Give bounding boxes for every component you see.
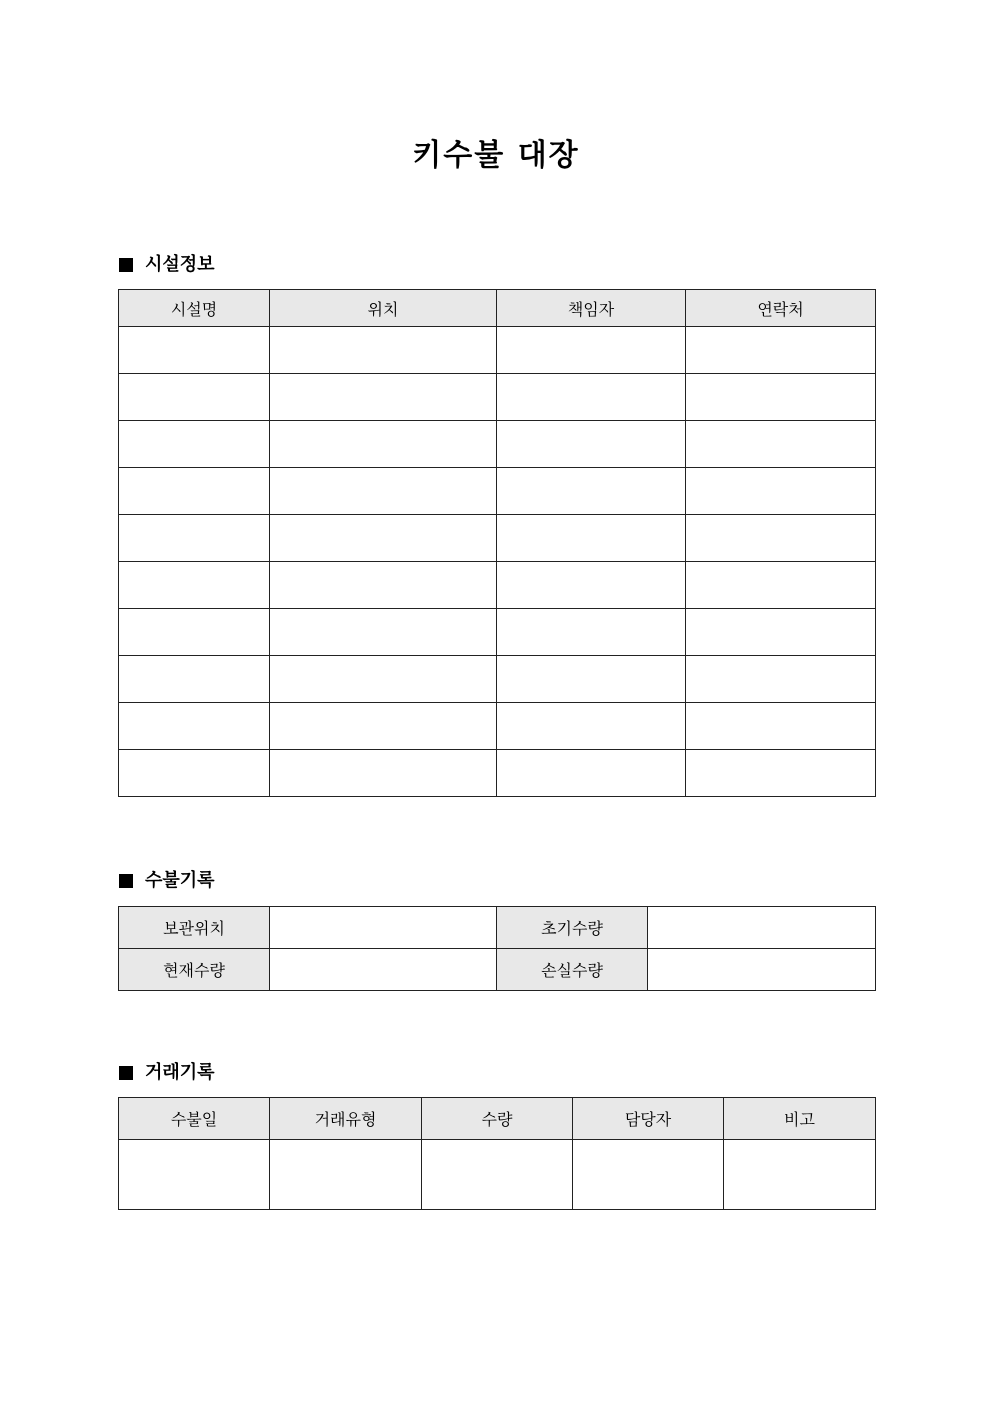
table-cell[interactable]	[497, 750, 686, 797]
document-title: 키수불 대장	[412, 138, 580, 173]
transaction-header-row	[119, 1098, 876, 1140]
table-cell[interactable]	[686, 515, 876, 562]
table-cell[interactable]	[119, 750, 270, 797]
table-cell[interactable]	[119, 562, 270, 609]
column-header-handler: 담당자	[573, 1098, 724, 1140]
table-cell[interactable]	[422, 1140, 573, 1210]
column-header-quantity: 수량	[422, 1098, 573, 1140]
column-header-facility-name: 시설명	[119, 290, 270, 327]
table-row	[119, 468, 876, 515]
table-cell[interactable]	[119, 421, 270, 468]
column-header-location: 위치	[270, 290, 497, 327]
table-cell[interactable]	[686, 562, 876, 609]
table-row	[119, 1140, 876, 1210]
table-cell[interactable]	[270, 327, 497, 374]
column-header-contact: 연락처	[686, 290, 876, 327]
table-cell[interactable]	[497, 562, 686, 609]
table-cell[interactable]	[270, 562, 497, 609]
facility-section-title: 시설정보	[145, 254, 215, 275]
current-quantity-label: 현재수량	[119, 949, 270, 991]
facility-section-heading	[119, 252, 215, 278]
table-cell[interactable]	[686, 656, 876, 703]
table-cell[interactable]	[270, 421, 497, 468]
table-cell[interactable]	[270, 703, 497, 750]
column-header-date: 수불일	[119, 1098, 270, 1140]
table-cell[interactable]	[686, 609, 876, 656]
table-cell[interactable]	[497, 609, 686, 656]
storage-location-label: 보관위치	[119, 907, 270, 949]
table-cell[interactable]	[119, 609, 270, 656]
table-row	[119, 515, 876, 562]
table-cell[interactable]	[497, 515, 686, 562]
table-cell[interactable]	[270, 1140, 422, 1210]
table-cell[interactable]	[119, 515, 270, 562]
table-cell[interactable]	[497, 656, 686, 703]
table-cell[interactable]	[497, 703, 686, 750]
black-square-icon	[119, 258, 133, 272]
table-cell[interactable]	[270, 468, 497, 515]
table-cell[interactable]	[497, 374, 686, 421]
table-cell[interactable]	[270, 750, 497, 797]
table-cell[interactable]	[686, 750, 876, 797]
table-row	[119, 327, 876, 374]
table-cell[interactable]	[497, 327, 686, 374]
column-header-remarks: 비고	[724, 1098, 876, 1140]
table-cell[interactable]	[497, 421, 686, 468]
transaction-section-title: 거래기록	[145, 1062, 215, 1083]
table-cell[interactable]	[119, 374, 270, 421]
table-cell[interactable]	[119, 1140, 270, 1210]
table-cell[interactable]	[270, 656, 497, 703]
table-cell[interactable]	[270, 515, 497, 562]
transaction-section-heading	[119, 1060, 215, 1086]
table-cell[interactable]	[119, 327, 270, 374]
black-square-icon	[119, 1066, 133, 1080]
stock-section-title: 수불기록	[145, 870, 215, 891]
facility-table	[118, 289, 876, 797]
stock-table	[118, 906, 876, 991]
lost-quantity-label: 손실수량	[497, 949, 648, 991]
lost-quantity-field[interactable]	[648, 949, 876, 991]
table-row	[119, 656, 876, 703]
table-cell[interactable]	[686, 703, 876, 750]
table-cell[interactable]	[686, 374, 876, 421]
black-square-icon	[119, 874, 133, 888]
table-cell[interactable]	[119, 656, 270, 703]
table-row	[119, 750, 876, 797]
table-row	[119, 562, 876, 609]
stock-section-heading	[119, 868, 215, 894]
table-cell[interactable]	[686, 421, 876, 468]
storage-location-field[interactable]	[270, 907, 497, 949]
table-cell[interactable]	[270, 374, 497, 421]
table-cell[interactable]	[686, 327, 876, 374]
stock-row	[119, 949, 876, 991]
initial-quantity-field[interactable]	[648, 907, 876, 949]
table-row	[119, 703, 876, 750]
table-row	[119, 421, 876, 468]
table-cell[interactable]	[270, 609, 497, 656]
table-cell[interactable]	[497, 468, 686, 515]
table-cell[interactable]	[686, 468, 876, 515]
table-row	[119, 609, 876, 656]
transaction-table	[118, 1097, 876, 1210]
table-cell[interactable]	[573, 1140, 724, 1210]
initial-quantity-label: 초기수량	[497, 907, 648, 949]
stock-row	[119, 907, 876, 949]
table-cell[interactable]	[119, 468, 270, 515]
facility-header-row	[119, 290, 876, 327]
table-cell[interactable]	[724, 1140, 876, 1210]
table-cell[interactable]	[119, 703, 270, 750]
column-header-transaction-type: 거래유형	[270, 1098, 422, 1140]
table-row	[119, 374, 876, 421]
current-quantity-field[interactable]	[270, 949, 497, 991]
column-header-manager: 책임자	[497, 290, 686, 327]
